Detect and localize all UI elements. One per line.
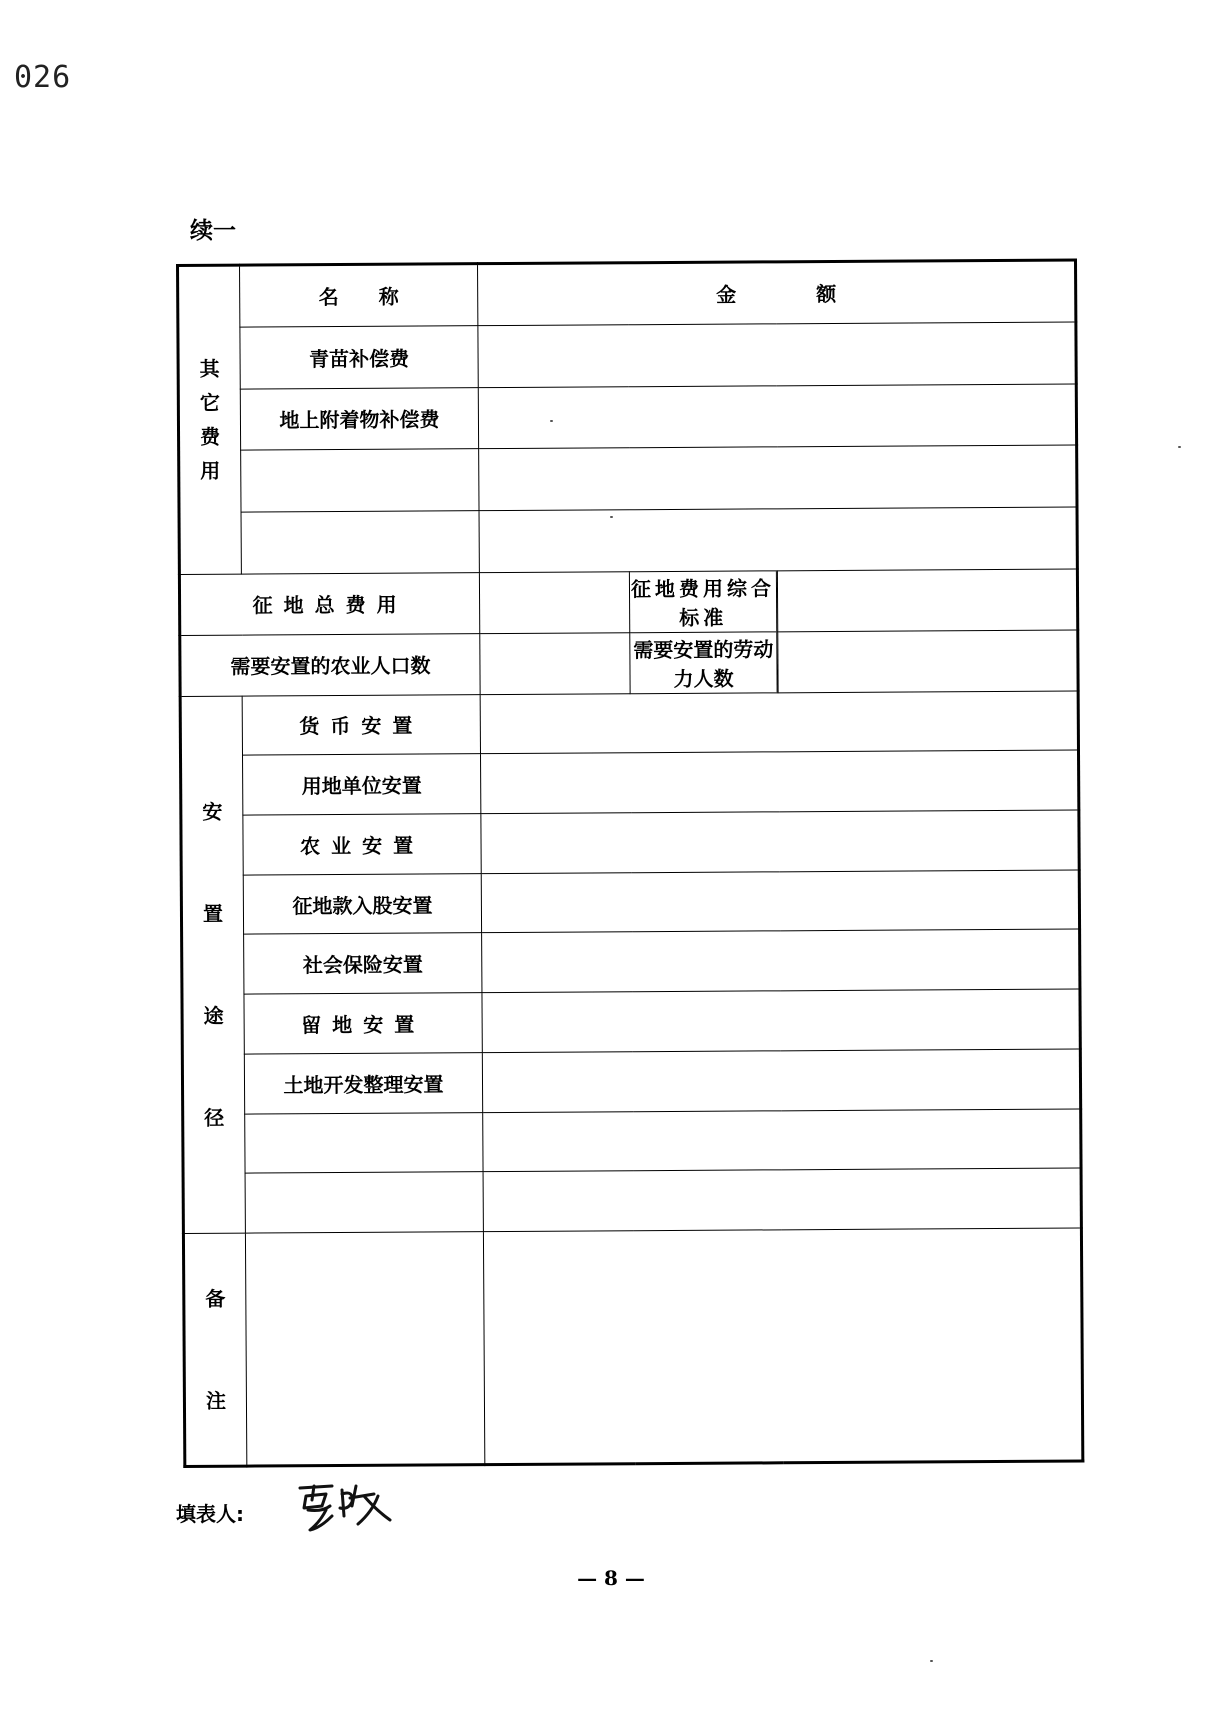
resettlement-value-field[interactable] [483,1168,1081,1231]
header-name: 名 称 [240,264,478,327]
other-fee-amount-field[interactable] [479,507,1077,572]
resettlement-method: 农业安置 [243,814,481,875]
other-fee-row [178,384,1076,451]
resettlement-char: 途 [203,1003,224,1028]
resettlement-value-field[interactable] [480,691,1078,754]
resettlement-row [181,750,1079,815]
standard-cell [629,571,777,633]
other-fee-name-field[interactable] [241,449,479,512]
resettlement-label [180,696,245,1234]
resettlement-value-field[interactable] [483,1109,1081,1172]
resettlement-value-field[interactable] [482,929,1080,992]
agri-population-label: 需要安置的农业人口数 [180,633,480,696]
signature-drawing [292,1476,402,1536]
other-fees-char: 它 [199,391,220,416]
archive-code: 026 [14,60,72,95]
resettlement-method: 留地安置 [244,993,482,1054]
resettlement-row [181,870,1079,935]
summary-row-people [180,630,1078,696]
header-amount: 金 额 [478,260,1076,325]
total-fee-value-field[interactable] [479,572,629,634]
remarks-name-field[interactable] [245,1232,484,1466]
other-fees-char: 用 [200,459,221,484]
resettlement-value-field[interactable] [482,989,1080,1052]
standard-label: 征地费用综合标准 [630,571,777,632]
page-number: — 8 — [577,1566,645,1590]
standard-value-field[interactable] [777,569,1077,632]
remarks-char: 备 [205,1286,226,1311]
resettlement-method-field[interactable] [245,1112,483,1173]
other-fees-char: 其 [199,357,220,382]
labor-count-label: 需要安置的劳动力人数 [630,632,777,693]
scan-speck [610,516,613,518]
remarks-label [183,1233,246,1466]
total-fee-label: 征地总费用 [179,573,479,636]
other-fees-char: 费 [199,425,221,450]
resettlement-method: 货币安置 [242,694,480,755]
handwritten-signature [292,1476,402,1540]
resettlement-value-field[interactable] [480,750,1078,813]
agri-population-value-field[interactable] [480,632,630,694]
resettlement-row [182,929,1080,994]
resettlement-row [182,1049,1080,1114]
scan-speck [550,420,553,422]
continuation-title: 续一 [190,218,236,244]
scan-speck [1178,446,1181,448]
other-fee-amount-field[interactable] [479,445,1077,510]
resettlement-value-field[interactable] [481,810,1079,873]
form-table [176,258,1084,1467]
remarks-content-field[interactable] [483,1228,1082,1465]
scan-speck [930,1660,933,1662]
other-fee-row [178,322,1076,389]
other-fee-amount-field[interactable] [478,322,1076,387]
resettlement-char: 置 [202,901,224,926]
other-fee-name: 青苗补偿费 [240,325,478,388]
resettlement-row [181,810,1079,875]
filler-label: 填表人: [176,1501,244,1526]
resettlement-row [182,989,1080,1054]
resettlement-method: 社会保险安置 [244,933,482,994]
filler-row [176,1484,402,1540]
other-fees-label [178,265,242,574]
resettlement-row [183,1109,1081,1174]
remarks-char: 注 [205,1388,227,1413]
resettlement-method: 征地款入股安置 [243,873,481,934]
other-fee-row [179,445,1077,512]
labor-count-cell [630,632,778,694]
resettlement-row [183,1168,1081,1233]
other-fee-name: 地上附着物补偿费 [240,387,478,450]
other-fee-row [179,507,1077,574]
resettlement-method: 用地单位安置 [243,754,481,815]
resettlement-char: 径 [204,1105,225,1130]
header-row [178,260,1076,327]
resettlement-method: 土地开发整理安置 [244,1053,482,1114]
land-acquisition-form [176,259,1081,1468]
resettlement-char: 安 [202,799,223,824]
other-fee-amount-field[interactable] [478,384,1076,449]
resettlement-row [180,691,1078,756]
summary-row-fees [179,569,1077,635]
labor-count-value-field[interactable] [778,630,1078,693]
resettlement-method-field[interactable] [245,1172,483,1233]
remarks-row [183,1228,1082,1466]
resettlement-value-field[interactable] [482,1049,1080,1112]
resettlement-value-field[interactable] [481,870,1079,933]
other-fee-name-field[interactable] [241,511,479,574]
